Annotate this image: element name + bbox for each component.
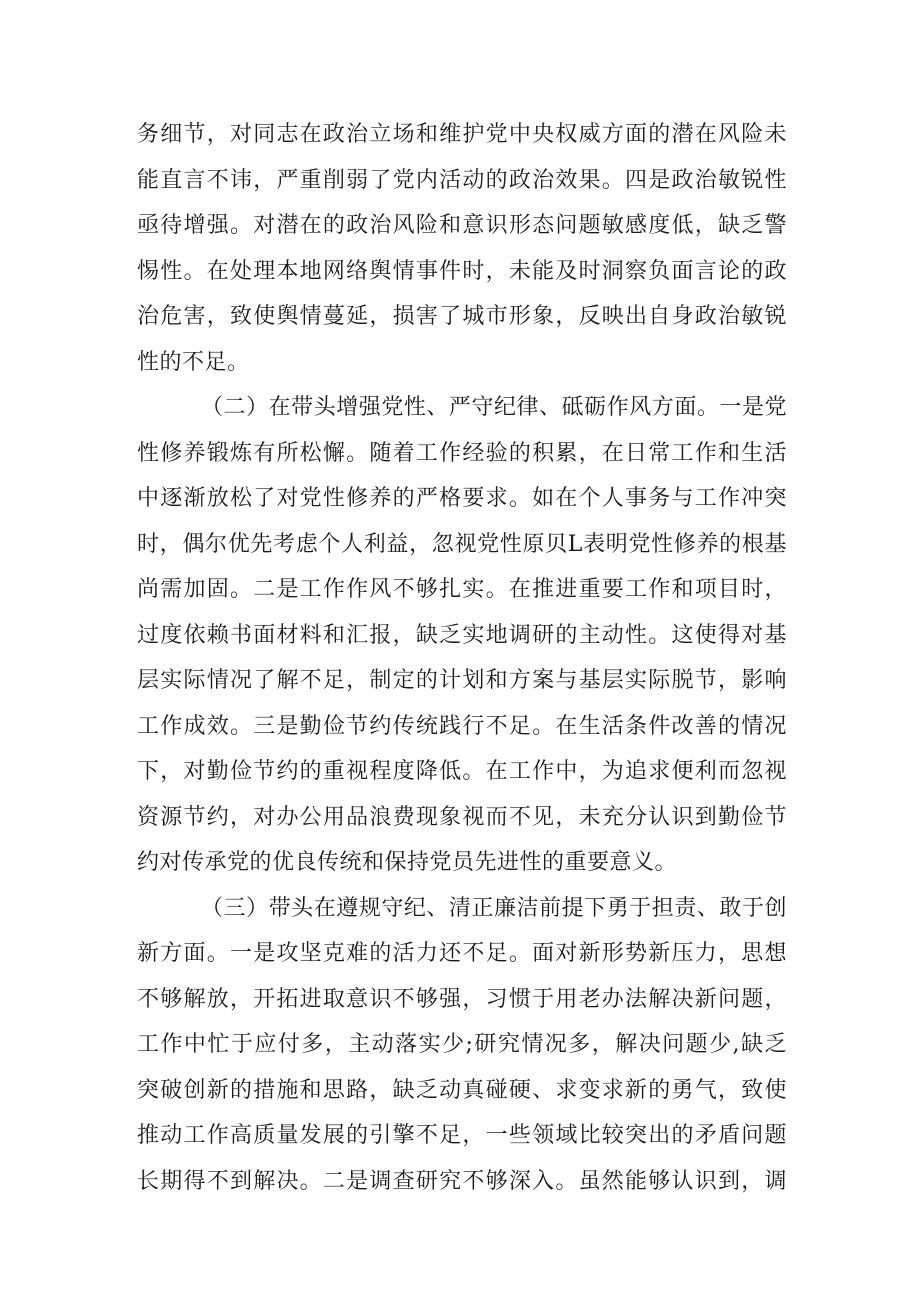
paragraph-line: 工作中忙于应付多，主动落实少;研究情况多，解决问题少,缺乏 [137, 1032, 787, 1057]
paragraph-1 [137, 112, 787, 385]
paragraph-line: 约对传承党的优良传统和保持党员先进性的重要意义。 [137, 850, 678, 875]
paragraph-line: 资源节约，对办公用品浪费现象视而不见，未充分认识到勤俭节 [137, 804, 787, 830]
paragraph-line: 亟待增强。对潜在的政治风险和意识形态问题敏感度低，缺乏警 [137, 213, 787, 238]
paragraph-line: 突破创新的措施和思路，缺乏动真碰硬、求变求新的勇气，致使 [137, 1077, 787, 1103]
paragraph-line: 治危害，致使舆情蔓延，损害了城市形象，反映出自身政治敏锐 [137, 304, 787, 329]
paragraph-line: 中逐渐放松了对党性修养的严格要求。如在个人事务与工作冲突 [137, 486, 787, 511]
paragraph-line: 下，对勤俭节约的重视程度降低。在工作中，为追求便利而忽视 [137, 759, 787, 784]
paragraph-line: 长期得不到解决。二是调查研究不够深入。虽然能够认识到，调 [137, 1168, 787, 1194]
paragraph-line: 不够解放，开拓进取意识不够强，习惯于用老办法解决新问题， [137, 986, 787, 1012]
paragraph-line: 能直言不讳，严重削弱了党内活动的政治效果。四是政治敏锐性 [137, 167, 787, 193]
paragraph-line: 新方面。一是攻坚克难的活力还不足。面对新形势新压力，思想 [137, 941, 787, 966]
paragraph-line: 务细节，对同志在政治立场和维护党中央权威方面的潜在风险未 [137, 122, 787, 147]
paragraph-line: 层实际情况了解不足，制定的计划和方案与基层实际脱节，影响 [137, 668, 787, 693]
paragraph-line: 推动工作高质量发展的引擎不足，一些领域比较突出的矛盾问题 [137, 1123, 787, 1148]
paragraph-line: 工作成效。三是勤俭节约传统践行不足。在生活条件改善的情况 [137, 713, 787, 739]
paragraph-2 [137, 385, 787, 886]
paragraph-line: 过度依赖书面材料和汇报，缺乏实地调研的主动性。这使得对基 [137, 622, 787, 648]
paragraph-line: 性修养锻炼有所松懈。随着工作经验的积累，在日常工作和生活 [137, 440, 787, 466]
paragraph-line: 时，偶尔优先考虑个人利益，忽视党性原贝L表明党性修养的根基 [137, 531, 787, 557]
paragraph-3 [137, 886, 787, 1205]
paragraph-line: 惕性。在处理本地网络舆情事件时，未能及时洞察负面言论的政 [137, 258, 787, 284]
paragraph-line: （三）带头在遵规守纪、清正廉洁前提下勇于担责、敢于创 [201, 895, 787, 921]
paragraph-line: （二）在带头增强党性、严守纪律、砥砺作风方面。一是党 [201, 395, 787, 420]
document-body [137, 112, 787, 1204]
paragraph-line: 性的不足。 [137, 349, 250, 375]
paragraph-line: 尚需加固。二是工作作风不够扎实。在推进重要工作和项目时， [137, 577, 787, 602]
